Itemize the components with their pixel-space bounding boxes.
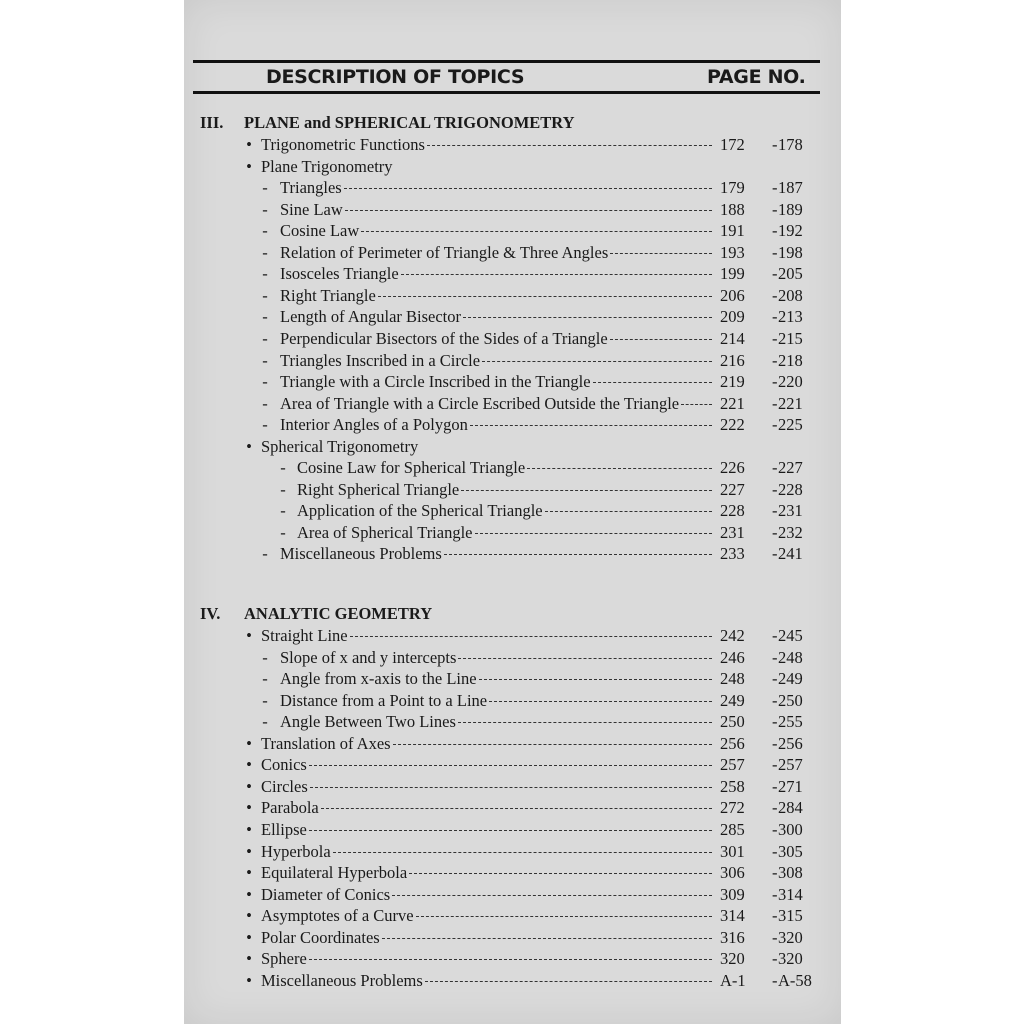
toc-entry bbox=[0, 711, 1024, 733]
dash-marker: - bbox=[262, 264, 268, 283]
page-end: 205 bbox=[778, 264, 803, 283]
toc-entry bbox=[0, 263, 1024, 285]
page-end: 213 bbox=[778, 307, 803, 326]
entry-title: Trigonometric Functions bbox=[261, 135, 425, 154]
page-end: 249 bbox=[778, 669, 803, 688]
entry-title: Length of Angular Bisector bbox=[280, 307, 462, 326]
page-start: 257 bbox=[720, 755, 745, 774]
page-range-separator: - bbox=[772, 648, 778, 667]
page-end: 314 bbox=[778, 885, 803, 904]
entry-title: Relation of Perimeter of Triangle & Three Angles bbox=[280, 243, 609, 262]
page-start: 188 bbox=[720, 200, 745, 219]
toc-entry bbox=[0, 797, 1024, 819]
leader-line bbox=[681, 404, 712, 405]
page-start: 306 bbox=[720, 863, 745, 882]
page-start: 314 bbox=[720, 906, 745, 925]
toc-entry bbox=[0, 242, 1024, 264]
entry-title: Angle from x-axis to the Line bbox=[280, 669, 477, 688]
dash-marker: - bbox=[262, 286, 268, 305]
toc-entry bbox=[0, 306, 1024, 328]
entry-title: Equilateral Hyperbola bbox=[261, 863, 408, 882]
bullet-icon: • bbox=[246, 820, 252, 839]
section-heading bbox=[200, 603, 432, 625]
page-range-separator: - bbox=[772, 200, 778, 219]
dash-marker: - bbox=[262, 691, 268, 710]
entry-title: Conics bbox=[261, 755, 307, 774]
toc-entry bbox=[0, 948, 1024, 970]
toc-entry bbox=[0, 220, 1024, 242]
leader-line bbox=[393, 744, 712, 745]
dash-marker: - bbox=[262, 351, 268, 370]
entry-title: Triangles bbox=[280, 178, 342, 197]
page-range-separator: - bbox=[772, 906, 778, 925]
toc-entry bbox=[0, 522, 1024, 544]
leader-line bbox=[425, 981, 712, 982]
leader-line bbox=[458, 722, 712, 723]
bullet-icon: • bbox=[246, 777, 252, 796]
entry-title: Plane Trigonometry bbox=[261, 157, 393, 176]
page-end: 250 bbox=[778, 691, 803, 710]
page-end: 198 bbox=[778, 243, 803, 262]
toc-entry bbox=[0, 500, 1024, 522]
toc-entry bbox=[0, 328, 1024, 350]
entry-title: Asymptotes of a Curve bbox=[261, 906, 414, 925]
bullet-icon: • bbox=[246, 734, 252, 753]
toc-entry bbox=[0, 134, 1024, 156]
page-end: 305 bbox=[778, 842, 803, 861]
toc-entry bbox=[0, 819, 1024, 841]
page-end: 208 bbox=[778, 286, 803, 305]
dash-marker: - bbox=[262, 544, 268, 563]
leader-line bbox=[475, 533, 713, 534]
page-range-separator: - bbox=[772, 501, 778, 520]
entry-title: Circles bbox=[261, 777, 308, 796]
entry-title: Triangles Inscribed in a Circle bbox=[280, 351, 481, 370]
page-end: 178 bbox=[778, 135, 803, 154]
page-range-separator: - bbox=[772, 544, 778, 563]
leader-line bbox=[610, 253, 712, 254]
page-range-separator: - bbox=[772, 626, 778, 645]
leader-line bbox=[482, 361, 712, 362]
page-range-separator: - bbox=[772, 523, 778, 542]
page-start: 179 bbox=[720, 178, 745, 197]
entry-title: Isosceles Triangle bbox=[280, 264, 399, 283]
page-start: 199 bbox=[720, 264, 745, 283]
page-end: 257 bbox=[778, 755, 803, 774]
page-range-separator: - bbox=[772, 928, 778, 947]
entry-title: Sphere bbox=[261, 949, 307, 968]
page-end: 215 bbox=[778, 329, 803, 348]
page-start: 250 bbox=[720, 712, 745, 731]
entry-title: Right Triangle bbox=[280, 286, 376, 305]
page-range-separator: - bbox=[772, 971, 778, 990]
leader-line bbox=[444, 554, 712, 555]
entry-title: Parabola bbox=[261, 798, 319, 817]
page-end: 308 bbox=[778, 863, 803, 882]
page-end: 221 bbox=[778, 394, 803, 413]
page-start: 256 bbox=[720, 734, 745, 753]
entry-title: Perpendicular Bisectors of the Sides of a Triangle bbox=[280, 329, 608, 348]
entry-title: Ellipse bbox=[261, 820, 307, 839]
entry-title: Polar Coordinates bbox=[261, 928, 380, 947]
toc-entry bbox=[0, 647, 1024, 669]
page-range-separator: - bbox=[772, 734, 778, 753]
page-start: 226 bbox=[720, 458, 745, 477]
page-range-separator: - bbox=[772, 415, 778, 434]
page-end: 225 bbox=[778, 415, 803, 434]
page-start: 191 bbox=[720, 221, 745, 240]
toc-entry bbox=[0, 543, 1024, 565]
page-start: 209 bbox=[720, 307, 745, 326]
dash-marker: - bbox=[262, 712, 268, 731]
entry-title: Cosine Law bbox=[280, 221, 360, 240]
toc-entry bbox=[0, 927, 1024, 949]
page-range-separator: - bbox=[772, 307, 778, 326]
page-range-separator: - bbox=[772, 669, 778, 688]
page-end: A-58 bbox=[778, 971, 812, 990]
entry-title: Area of Triangle with a Circle Escribed Outside the Triangle bbox=[280, 394, 680, 413]
page-start: 221 bbox=[720, 394, 745, 413]
dash-marker: - bbox=[262, 669, 268, 688]
leader-line bbox=[461, 490, 712, 491]
toc-entry bbox=[0, 457, 1024, 479]
section-title: ANALYTIC GEOMETRY bbox=[244, 604, 433, 623]
leader-line bbox=[427, 145, 712, 146]
leader-line bbox=[458, 658, 712, 659]
page-end: 228 bbox=[778, 480, 803, 499]
bullet-icon: • bbox=[246, 755, 252, 774]
toc-entry bbox=[0, 776, 1024, 798]
dash-marker: - bbox=[262, 243, 268, 262]
bullet-icon: • bbox=[246, 885, 252, 904]
leader-line bbox=[593, 382, 712, 383]
page-start: 249 bbox=[720, 691, 745, 710]
leader-line bbox=[409, 873, 712, 874]
entry-title: Spherical Trigonometry bbox=[261, 437, 419, 456]
page-end: 218 bbox=[778, 351, 803, 370]
toc-entry bbox=[0, 436, 1024, 458]
page-start: 316 bbox=[720, 928, 745, 947]
toc-entry bbox=[0, 754, 1024, 776]
page-range-separator: - bbox=[772, 842, 778, 861]
leader-line bbox=[470, 425, 712, 426]
bullet-icon: • bbox=[246, 135, 252, 154]
page-range-separator: - bbox=[772, 458, 778, 477]
dash-marker: - bbox=[262, 178, 268, 197]
page-end: 300 bbox=[778, 820, 803, 839]
page-no-heading: PAGE NO. bbox=[707, 66, 806, 88]
leader-line bbox=[309, 765, 712, 766]
toc-entry bbox=[0, 199, 1024, 221]
page-range-separator: - bbox=[772, 480, 778, 499]
page-start: 228 bbox=[720, 501, 745, 520]
toc-entry bbox=[0, 625, 1024, 647]
entry-title: Miscellaneous Problems bbox=[261, 971, 423, 990]
page-end: 320 bbox=[778, 949, 803, 968]
page-range-separator: - bbox=[772, 949, 778, 968]
toc-entry bbox=[0, 668, 1024, 690]
leader-line bbox=[309, 959, 712, 960]
page-start: 231 bbox=[720, 523, 745, 542]
dash-marker: - bbox=[262, 307, 268, 326]
toc-entry bbox=[0, 285, 1024, 307]
dash-marker: - bbox=[262, 394, 268, 413]
section-numeral: IV. bbox=[200, 604, 221, 623]
page-start: 214 bbox=[720, 329, 745, 348]
leader-line bbox=[382, 938, 712, 939]
entry-title: Distance from a Point to a Line bbox=[280, 691, 488, 710]
page-range-separator: - bbox=[772, 777, 778, 796]
page-start: 246 bbox=[720, 648, 745, 667]
bullet-icon: • bbox=[246, 157, 252, 176]
page-end: 245 bbox=[778, 626, 803, 645]
page-end: 241 bbox=[778, 544, 803, 563]
dash-marker: - bbox=[280, 501, 286, 520]
section-heading bbox=[200, 112, 575, 134]
leader-line bbox=[527, 468, 712, 469]
entry-title: Cosine Law for Spherical Triangle bbox=[297, 458, 526, 477]
entry-title: Translation of Axes bbox=[261, 734, 391, 753]
page-start: 258 bbox=[720, 777, 745, 796]
page-start: 320 bbox=[720, 949, 745, 968]
page-end: 227 bbox=[778, 458, 803, 477]
leader-line bbox=[344, 188, 712, 189]
section-numeral: III. bbox=[200, 113, 224, 132]
toc-entry bbox=[0, 862, 1024, 884]
page-start: 219 bbox=[720, 372, 745, 391]
dash-marker: - bbox=[262, 200, 268, 219]
bullet-icon: • bbox=[246, 906, 252, 925]
page-end: 320 bbox=[778, 928, 803, 947]
leader-line bbox=[321, 808, 712, 809]
bullet-icon: • bbox=[246, 798, 252, 817]
bullet-icon: • bbox=[246, 842, 252, 861]
page-end: 231 bbox=[778, 501, 803, 520]
page-range-separator: - bbox=[772, 264, 778, 283]
page-range-separator: - bbox=[772, 243, 778, 262]
entry-title: Interior Angles of a Polygon bbox=[280, 415, 468, 434]
leader-line bbox=[392, 895, 712, 896]
entry-title: Straight Line bbox=[261, 626, 348, 645]
entry-title: Area of Spherical Triangle bbox=[297, 523, 473, 542]
toc-entry bbox=[0, 414, 1024, 436]
toc-entry bbox=[0, 690, 1024, 712]
bullet-icon: • bbox=[246, 971, 252, 990]
page-start: A-1 bbox=[720, 971, 746, 990]
page-start: 285 bbox=[720, 820, 745, 839]
toc-entry bbox=[0, 177, 1024, 199]
bullet-icon: • bbox=[246, 437, 252, 456]
toc-entry bbox=[0, 350, 1024, 372]
page-start: 172 bbox=[720, 135, 745, 154]
page-range-separator: - bbox=[772, 286, 778, 305]
description-of-topics-heading: DESCRIPTION OF TOPICS bbox=[266, 66, 525, 88]
leader-line bbox=[489, 701, 712, 702]
page-range-separator: - bbox=[772, 755, 778, 774]
entry-title: Angle Between Two Lines bbox=[280, 712, 456, 731]
page-range-separator: - bbox=[772, 178, 778, 197]
page-range-separator: - bbox=[772, 351, 778, 370]
leader-line bbox=[401, 274, 712, 275]
page-end: 256 bbox=[778, 734, 803, 753]
page-start: 233 bbox=[720, 544, 745, 563]
toc-entry bbox=[0, 371, 1024, 393]
page-end: 315 bbox=[778, 906, 803, 925]
page-start: 216 bbox=[720, 351, 745, 370]
dash-marker: - bbox=[280, 523, 286, 542]
page-start: 206 bbox=[720, 286, 745, 305]
page-range-separator: - bbox=[772, 372, 778, 391]
page-range-separator: - bbox=[772, 394, 778, 413]
bullet-icon: • bbox=[246, 863, 252, 882]
page-end: 271 bbox=[778, 777, 803, 796]
page-start: 309 bbox=[720, 885, 745, 904]
page-start: 248 bbox=[720, 669, 745, 688]
leader-line bbox=[350, 636, 712, 637]
leader-line bbox=[416, 916, 712, 917]
page-start: 227 bbox=[720, 480, 745, 499]
page-range-separator: - bbox=[772, 221, 778, 240]
toc-entry bbox=[0, 970, 1024, 992]
entry-title: Application of the Spherical Triangle bbox=[297, 501, 543, 520]
bullet-icon: • bbox=[246, 626, 252, 645]
toc-entry bbox=[0, 479, 1024, 501]
page-start: 242 bbox=[720, 626, 745, 645]
page-start: 272 bbox=[720, 798, 745, 817]
entry-title: Sine Law bbox=[280, 200, 343, 219]
page-end: 248 bbox=[778, 648, 803, 667]
page-range-separator: - bbox=[772, 798, 778, 817]
page-end: 255 bbox=[778, 712, 803, 731]
leader-line bbox=[378, 296, 712, 297]
dash-marker: - bbox=[262, 372, 268, 391]
leader-line bbox=[309, 830, 712, 831]
dash-marker: - bbox=[280, 480, 286, 499]
header-bottom-rule bbox=[193, 91, 820, 94]
page-range-separator: - bbox=[772, 691, 778, 710]
leader-line bbox=[310, 787, 712, 788]
header-top-rule bbox=[193, 60, 820, 63]
entry-title: Slope of x and y intercepts bbox=[280, 648, 457, 667]
dash-marker: - bbox=[280, 458, 286, 477]
toc-entry bbox=[0, 733, 1024, 755]
leader-line bbox=[333, 852, 712, 853]
page-range-separator: - bbox=[772, 863, 778, 882]
toc-entry bbox=[0, 884, 1024, 906]
dash-marker: - bbox=[262, 415, 268, 434]
page-end: 232 bbox=[778, 523, 803, 542]
leader-line bbox=[479, 679, 712, 680]
page-end: 220 bbox=[778, 372, 803, 391]
dash-marker: - bbox=[262, 329, 268, 348]
page-range-separator: - bbox=[772, 885, 778, 904]
page-end: 284 bbox=[778, 798, 803, 817]
leader-line bbox=[361, 231, 712, 232]
leader-line bbox=[610, 339, 712, 340]
page-end: 189 bbox=[778, 200, 803, 219]
page-range-separator: - bbox=[772, 329, 778, 348]
bullet-icon: • bbox=[246, 928, 252, 947]
page-range-separator: - bbox=[772, 135, 778, 154]
toc-entry bbox=[0, 156, 1024, 178]
entry-title: Hyperbola bbox=[261, 842, 331, 861]
entry-title: Miscellaneous Problems bbox=[280, 544, 442, 563]
entry-title: Right Spherical Triangle bbox=[297, 480, 460, 499]
toc-entry bbox=[0, 905, 1024, 927]
page-end: 192 bbox=[778, 221, 803, 240]
bullet-icon: • bbox=[246, 949, 252, 968]
section-title: PLANE and SPHERICAL TRIGONOMETRY bbox=[244, 113, 575, 132]
leader-line bbox=[463, 317, 712, 318]
leader-line bbox=[545, 511, 712, 512]
toc-entry bbox=[0, 841, 1024, 863]
toc-entry bbox=[0, 393, 1024, 415]
leader-line bbox=[345, 210, 712, 211]
page-start: 193 bbox=[720, 243, 745, 262]
entry-title: Diameter of Conics bbox=[261, 885, 391, 904]
page-end: 187 bbox=[778, 178, 803, 197]
page-range-separator: - bbox=[772, 820, 778, 839]
page-start: 301 bbox=[720, 842, 745, 861]
dash-marker: - bbox=[262, 648, 268, 667]
dash-marker: - bbox=[262, 221, 268, 240]
page-start: 222 bbox=[720, 415, 745, 434]
entry-title: Triangle with a Circle Inscribed in the Triangle bbox=[280, 372, 591, 391]
page-range-separator: - bbox=[772, 712, 778, 731]
